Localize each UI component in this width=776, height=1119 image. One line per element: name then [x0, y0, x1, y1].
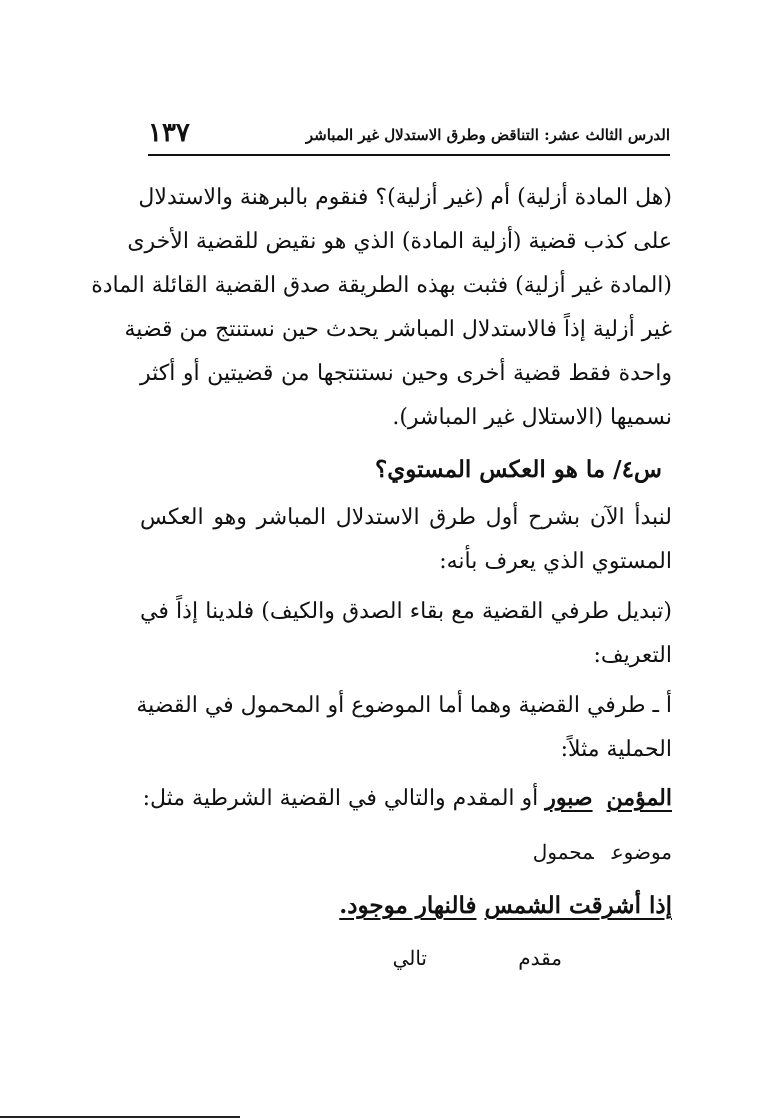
header-rule	[148, 154, 670, 156]
example-1-rest: أو المقدم والتالي في القضية الشرطية مثل:	[142, 786, 539, 811]
question-title: س٤/ ما هو العكس المستوي؟	[375, 456, 662, 483]
label-antecedent: مقدم	[518, 946, 562, 970]
text-line: (هل المادة أزلية) أم (غير أزلية)؟ فنقوم بالبرهنة والاستدلال	[138, 185, 672, 210]
paragraph-2	[140, 496, 672, 584]
paragraph-1	[91, 176, 672, 440]
paragraph-4	[136, 684, 672, 772]
page-body	[91, 176, 672, 990]
text-line: التعريف:	[593, 643, 672, 668]
text-line: لنبدأ الآن بشرح أول طرق الاستدلال المباشر وهو العكس	[140, 505, 672, 530]
text-line: على كذب قضية (أزلية المادة) الذي هو نقيض للقضية الأخرى	[127, 229, 672, 254]
header-title: الدرس الثالث عشر: التناقض وطرق الاستدلال غير المباشر	[305, 126, 670, 144]
text-line: (تبديل طرفي القضية مع بقاء الصدق والكيف) فلدينا إذاً في	[140, 599, 672, 624]
text-line: واحدة فقط قضية أخرى وحين نستنتجها من قضيتين أو أكثر	[140, 361, 672, 386]
text-line: نسميها (الاستلال غير المباشر).	[392, 405, 672, 430]
text-line: (المادة غير أزلية) فثبت بهذه الطريقة صدق القضية القائلة المادة	[91, 273, 672, 298]
footer-rule	[0, 1116, 240, 1118]
text-line: غير أزلية إذاً فالاستدلال المباشر يحدث حين نستنتج من قضية	[124, 317, 672, 342]
text-line: المستوي الذي يعرف بأنه:	[439, 549, 672, 574]
text-line: أ ـ طرفي القضية وهما أما الموضوع أو المحمول في القضية	[136, 693, 672, 718]
example-subject: المؤمن	[606, 785, 672, 811]
paragraph-3	[140, 590, 672, 678]
label-predicate: محمول	[532, 840, 594, 864]
text-line: الحملية مثلاً:	[560, 737, 672, 762]
example-2-labels	[140, 946, 672, 990]
example-predicate: صبور	[545, 785, 593, 811]
example-1-labels	[140, 830, 672, 874]
label-subject: موضوع	[611, 840, 672, 864]
page-number: ١٣٧	[148, 118, 190, 148]
label-consequent: تالي	[392, 946, 427, 970]
example-2	[140, 882, 672, 930]
example-1	[140, 776, 672, 820]
example-antecedent: إذا أشرقت الشمس	[484, 892, 672, 919]
running-header	[148, 118, 670, 154]
example-consequent: فالنهار موجود.	[339, 892, 477, 919]
